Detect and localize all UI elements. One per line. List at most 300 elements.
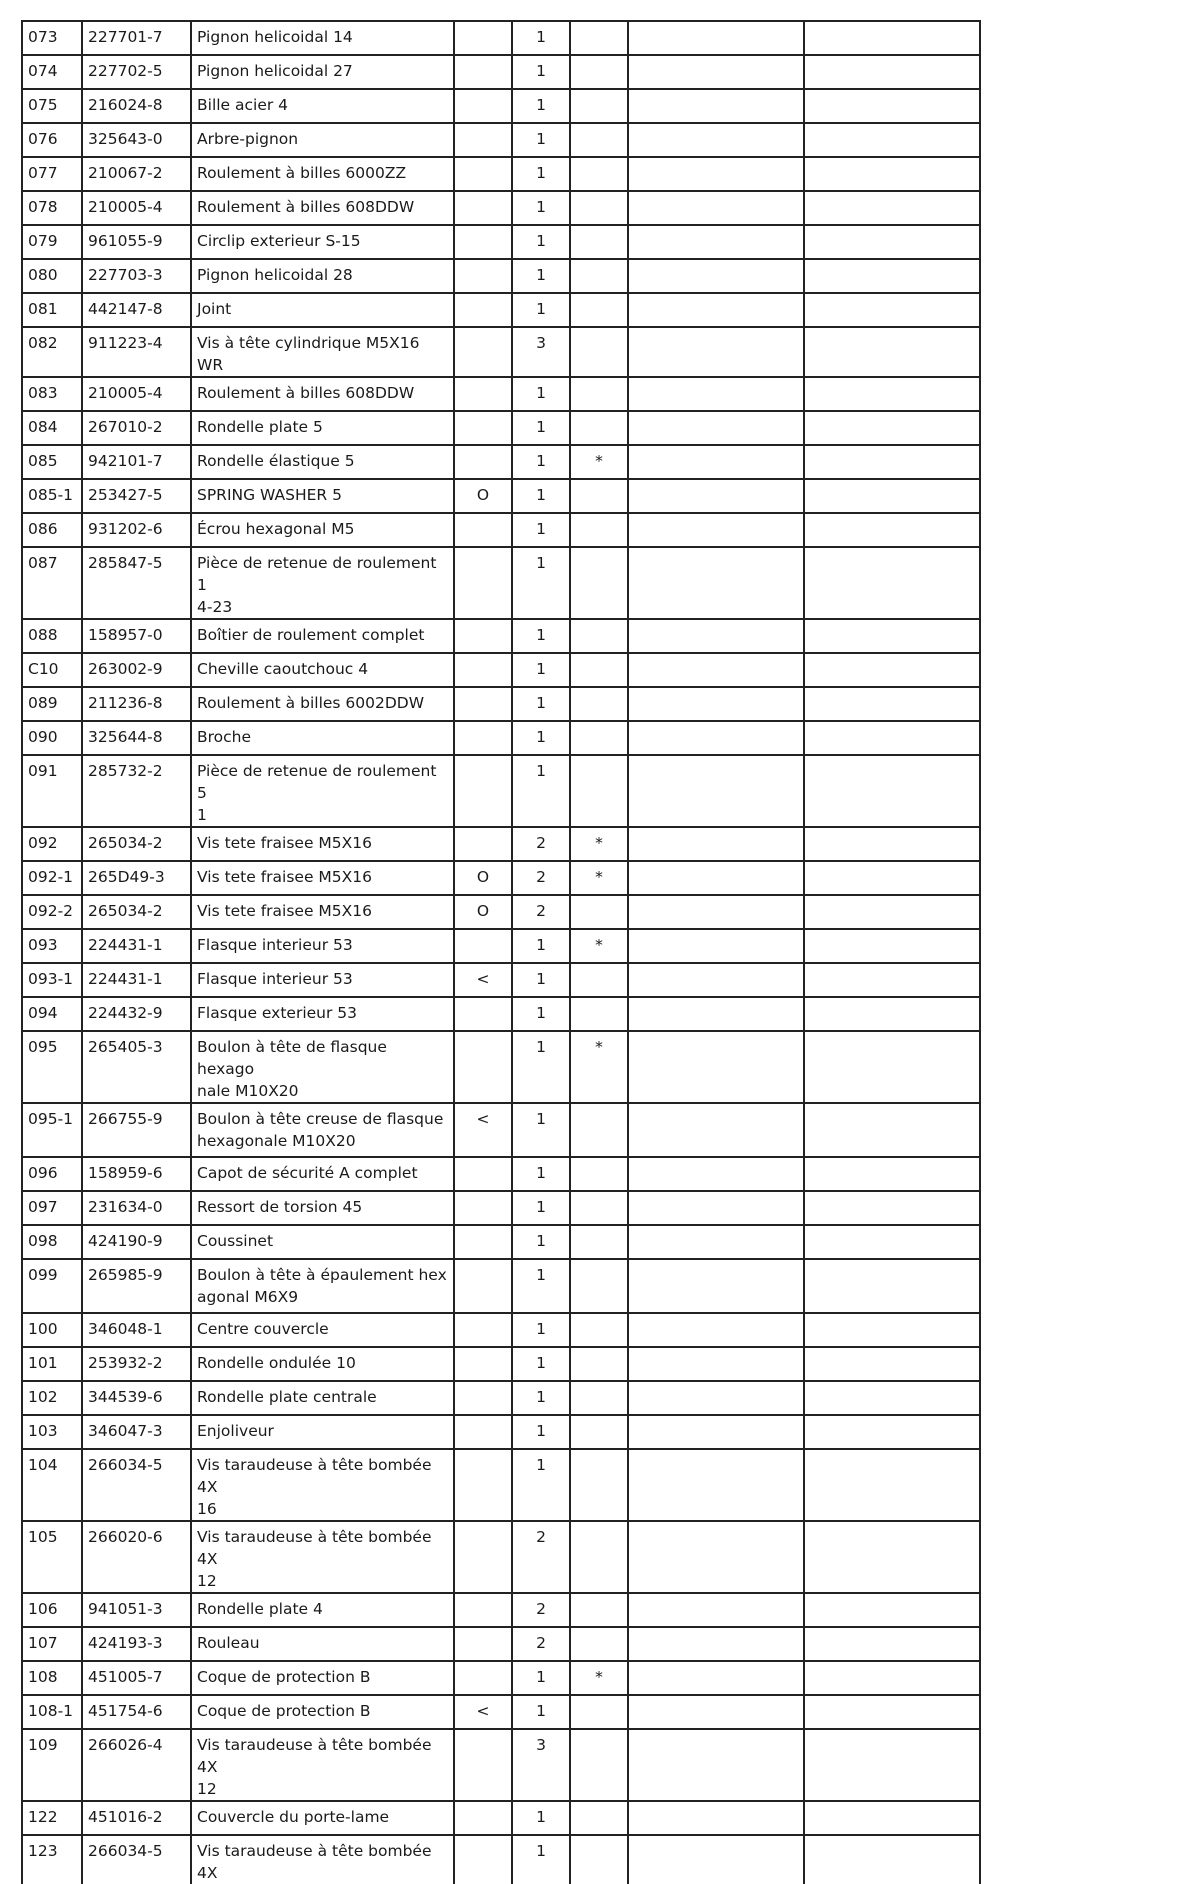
note-mark: * <box>595 868 603 886</box>
quantity-cell <box>512 1157 570 1191</box>
option-flag-cell <box>454 293 512 327</box>
item-number: 079 <box>28 232 58 250</box>
empty-cell <box>628 293 804 327</box>
option-flag-cell <box>454 721 512 755</box>
description-cell <box>191 1627 454 1661</box>
item-number: 082 <box>28 334 58 352</box>
empty-cell <box>804 1521 980 1593</box>
item-number-cell <box>22 1313 82 1347</box>
note-mark-cell <box>570 1415 628 1449</box>
part-code: 941051-3 <box>88 1600 163 1618</box>
empty-cell <box>804 1381 980 1415</box>
description: Roulement à billes 6002DDW <box>197 694 425 712</box>
part-code: 210067-2 <box>88 164 163 182</box>
note-mark-cell <box>570 1347 628 1381</box>
quantity-cell <box>512 1521 570 1593</box>
option-flag-cell <box>454 687 512 721</box>
description: Centre couvercle <box>197 1320 329 1338</box>
quantity-cell <box>512 861 570 895</box>
note-mark-cell <box>570 929 628 963</box>
part-code: 942101-7 <box>88 452 163 470</box>
quantity: 1 <box>536 130 546 148</box>
quantity: 1 <box>536 660 546 678</box>
item-number-cell <box>22 1381 82 1415</box>
description-cell <box>191 687 454 721</box>
item-number: 092-1 <box>28 868 74 886</box>
description: Rondelle plate 5 <box>197 418 323 436</box>
option-flag-cell <box>454 191 512 225</box>
description: Ressort de torsion 45 <box>197 1198 363 1216</box>
part-code: 266755-9 <box>88 1110 163 1128</box>
description-cell <box>191 21 454 55</box>
empty-cell <box>804 1801 980 1835</box>
part-code: 424193-3 <box>88 1634 163 1652</box>
part-code-cell <box>82 1593 191 1627</box>
item-number: 095 <box>28 1038 58 1056</box>
table-row <box>22 377 980 411</box>
empty-cell <box>804 479 980 513</box>
note-mark-cell <box>570 1381 628 1415</box>
option-flag: < <box>476 970 490 988</box>
quantity: 1 <box>536 694 546 712</box>
item-number: 086 <box>28 520 58 538</box>
part-code-cell <box>82 1313 191 1347</box>
empty-cell <box>804 55 980 89</box>
description-cell <box>191 827 454 861</box>
option-flag-cell <box>454 929 512 963</box>
empty-cell <box>804 861 980 895</box>
part-code: 224432-9 <box>88 1004 163 1022</box>
description: Flasque exterieur 53 <box>197 1004 358 1022</box>
parts-table <box>21 20 981 1884</box>
description-continued: 12 <box>197 1572 217 1590</box>
table-row <box>22 191 980 225</box>
description-cell <box>191 963 454 997</box>
option-flag-cell <box>454 1381 512 1415</box>
item-number-cell <box>22 377 82 411</box>
empty-cell <box>628 157 804 191</box>
option-flag-cell <box>454 1593 512 1627</box>
part-code: 265985-9 <box>88 1266 163 1284</box>
table-row <box>22 1103 980 1157</box>
empty-cell <box>804 1415 980 1449</box>
part-code: 285732-2 <box>88 762 163 780</box>
quantity: 1 <box>536 1388 546 1406</box>
item-number-cell <box>22 653 82 687</box>
table-row <box>22 997 980 1031</box>
table-row <box>22 653 980 687</box>
item-number: 109 <box>28 1736 58 1754</box>
option-flag: O <box>476 868 490 886</box>
item-number: 083 <box>28 384 58 402</box>
item-number: 078 <box>28 198 58 216</box>
part-code: 211236-8 <box>88 694 163 712</box>
empty-cell <box>628 997 804 1031</box>
description: Roulement à billes 608DDW <box>197 384 415 402</box>
table-row <box>22 1627 980 1661</box>
table-row <box>22 1347 980 1381</box>
table-row <box>22 1191 980 1225</box>
item-number-cell <box>22 1627 82 1661</box>
description: Cheville caoutchouc 4 <box>197 660 369 678</box>
empty-cell <box>628 225 804 259</box>
option-flag-cell <box>454 755 512 827</box>
item-number-cell <box>22 513 82 547</box>
table-row <box>22 1225 980 1259</box>
description: Vis taraudeuse à tête bombée 4X <box>197 1456 432 1496</box>
empty-cell <box>628 1695 804 1729</box>
quantity-cell <box>512 259 570 293</box>
option-flag-cell <box>454 445 512 479</box>
empty-cell <box>804 1347 980 1381</box>
part-code-cell <box>82 411 191 445</box>
note-mark-cell <box>570 547 628 619</box>
item-number-cell <box>22 89 82 123</box>
item-number-cell <box>22 827 82 861</box>
description-cell <box>191 895 454 929</box>
item-number: 100 <box>28 1320 58 1338</box>
empty-cell <box>804 755 980 827</box>
empty-cell <box>628 21 804 55</box>
description: SPRING WASHER 5 <box>197 486 342 504</box>
description-cell <box>191 547 454 619</box>
note-mark: * <box>595 1038 603 1056</box>
empty-cell <box>628 1801 804 1835</box>
empty-cell <box>628 1729 804 1801</box>
description-cell <box>191 653 454 687</box>
description-continued: 16 <box>197 1500 217 1518</box>
quantity: 1 <box>536 198 546 216</box>
empty-cell <box>628 1157 804 1191</box>
item-number-cell <box>22 157 82 191</box>
note-mark: * <box>595 452 603 470</box>
empty-cell <box>628 259 804 293</box>
description-cell <box>191 721 454 755</box>
description-cell <box>191 1695 454 1729</box>
empty-cell <box>804 445 980 479</box>
description-continued: 4-23 <box>197 598 233 616</box>
empty-cell <box>804 687 980 721</box>
note-mark-cell <box>570 1593 628 1627</box>
item-number: 102 <box>28 1388 58 1406</box>
part-code: 442147-8 <box>88 300 163 318</box>
description: Roulement à billes 6000ZZ <box>197 164 407 182</box>
note-mark-cell <box>570 513 628 547</box>
description-cell <box>191 1381 454 1415</box>
table-row <box>22 411 980 445</box>
description-cell <box>191 377 454 411</box>
item-number-cell <box>22 1661 82 1695</box>
option-flag-cell <box>454 1191 512 1225</box>
part-code-cell <box>82 1835 191 1884</box>
description: Rondelle plate 4 <box>197 1600 323 1618</box>
item-number-cell <box>22 479 82 513</box>
quantity-cell <box>512 963 570 997</box>
quantity-cell <box>512 547 570 619</box>
table-row <box>22 1031 980 1103</box>
quantity-cell <box>512 895 570 929</box>
part-code-cell <box>82 721 191 755</box>
item-number-cell <box>22 1449 82 1521</box>
description-cell <box>191 1259 454 1313</box>
empty-cell <box>628 1449 804 1521</box>
quantity: 2 <box>536 1528 546 1546</box>
empty-cell <box>628 861 804 895</box>
option-flag-cell <box>454 377 512 411</box>
empty-cell <box>628 1103 804 1157</box>
empty-cell <box>628 895 804 929</box>
quantity: 1 <box>536 1038 546 1056</box>
part-code: 231634-0 <box>88 1198 163 1216</box>
option-flag-cell <box>454 1661 512 1695</box>
quantity: 1 <box>536 626 546 644</box>
description-cell <box>191 1313 454 1347</box>
quantity: 1 <box>536 1808 546 1826</box>
item-number: 089 <box>28 694 58 712</box>
empty-cell <box>804 411 980 445</box>
part-code: 266034-5 <box>88 1456 163 1474</box>
part-code: 931202-6 <box>88 520 163 538</box>
item-number-cell <box>22 1801 82 1835</box>
part-code-cell <box>82 479 191 513</box>
option-flag: O <box>476 486 490 504</box>
item-number: 092-2 <box>28 902 74 920</box>
note-mark-cell <box>570 827 628 861</box>
table-row <box>22 445 980 479</box>
item-number: 096 <box>28 1164 58 1182</box>
table-row <box>22 293 980 327</box>
description-cell <box>191 327 454 377</box>
part-code-cell <box>82 827 191 861</box>
quantity: 2 <box>536 834 546 852</box>
part-code: 451005-7 <box>88 1668 163 1686</box>
part-code: 216024-8 <box>88 96 163 114</box>
item-number: 105 <box>28 1528 58 1546</box>
item-number-cell <box>22 861 82 895</box>
table-row <box>22 1259 980 1313</box>
description: Vis taraudeuse à tête bombée 4X <box>197 1528 432 1568</box>
item-number: 084 <box>28 418 58 436</box>
description: Pièce de retenue de roulement 1 <box>197 554 437 594</box>
description: Joint <box>197 300 232 318</box>
part-code: 285847-5 <box>88 554 163 572</box>
part-code-cell <box>82 1347 191 1381</box>
table-row <box>22 1661 980 1695</box>
option-flag-cell <box>454 327 512 377</box>
quantity: 1 <box>536 1842 546 1860</box>
parts-table-body <box>22 21 980 1884</box>
empty-cell <box>628 377 804 411</box>
part-code-cell <box>82 547 191 619</box>
description-cell <box>191 929 454 963</box>
quantity: 1 <box>536 520 546 538</box>
item-number: 085-1 <box>28 486 74 504</box>
part-code: 253427-5 <box>88 486 163 504</box>
quantity-cell <box>512 1103 570 1157</box>
option-flag-cell <box>454 479 512 513</box>
description: Boulon à tête de flasque hexago <box>197 1038 387 1078</box>
quantity: 2 <box>536 1634 546 1652</box>
quantity-cell <box>512 1661 570 1695</box>
quantity: 1 <box>536 62 546 80</box>
empty-cell <box>628 1191 804 1225</box>
quantity-cell <box>512 619 570 653</box>
quantity-cell <box>512 1225 570 1259</box>
table-row <box>22 1381 980 1415</box>
note-mark-cell <box>570 411 628 445</box>
table-row <box>22 479 980 513</box>
table-row <box>22 547 980 619</box>
item-number: 092 <box>28 834 58 852</box>
description-cell <box>191 1449 454 1521</box>
table-row <box>22 259 980 293</box>
quantity-cell <box>512 1347 570 1381</box>
empty-cell <box>804 1835 980 1884</box>
empty-cell <box>628 755 804 827</box>
part-code: 325643-0 <box>88 130 163 148</box>
quantity: 1 <box>536 762 546 780</box>
part-code-cell <box>82 1415 191 1449</box>
item-number: 108-1 <box>28 1702 74 1720</box>
empty-cell <box>804 1627 980 1661</box>
table-row <box>22 21 980 55</box>
empty-cell <box>804 1259 980 1313</box>
note-mark-cell <box>570 1225 628 1259</box>
item-number: 101 <box>28 1354 58 1372</box>
empty-cell <box>628 1259 804 1313</box>
note-mark-cell <box>570 479 628 513</box>
item-number-cell <box>22 1225 82 1259</box>
part-code-cell <box>82 191 191 225</box>
item-number: 087 <box>28 554 58 572</box>
part-code-cell <box>82 997 191 1031</box>
quantity: 1 <box>536 164 546 182</box>
item-number-cell <box>22 619 82 653</box>
part-code: 265034-2 <box>88 902 163 920</box>
empty-cell <box>628 327 804 377</box>
part-code: 224431-1 <box>88 970 163 988</box>
option-flag: < <box>476 1702 490 1720</box>
empty-cell <box>628 1627 804 1661</box>
option-flag: < <box>476 1110 490 1128</box>
description: Vis à tête cylindrique M5X16 WR <box>197 334 420 374</box>
empty-cell <box>628 513 804 547</box>
quantity-cell <box>512 1191 570 1225</box>
part-code: 267010-2 <box>88 418 163 436</box>
description-continued: 1 <box>197 806 207 824</box>
note-mark-cell <box>570 1259 628 1313</box>
empty-cell <box>804 1157 980 1191</box>
option-flag-cell <box>454 1449 512 1521</box>
empty-cell <box>628 411 804 445</box>
description-continued: hexagonale M10X20 <box>197 1132 356 1150</box>
item-number: 073 <box>28 28 58 46</box>
description-cell <box>191 1347 454 1381</box>
note-mark-cell <box>570 21 628 55</box>
quantity-cell <box>512 225 570 259</box>
empty-cell <box>804 1225 980 1259</box>
description-cell <box>191 191 454 225</box>
description: Enjoliveur <box>197 1422 274 1440</box>
item-number: 085 <box>28 452 58 470</box>
quantity: 1 <box>536 96 546 114</box>
description: Pignon helicoidal 27 <box>197 62 353 80</box>
note-mark: * <box>595 834 603 852</box>
description: Capot de sécurité A complet <box>197 1164 418 1182</box>
part-code-cell <box>82 619 191 653</box>
description: Pignon helicoidal 28 <box>197 266 353 284</box>
description: Vis taraudeuse à tête bombée 4X <box>197 1842 432 1882</box>
description: Vis tete fraisee M5X16 <box>197 902 373 920</box>
table-row <box>22 1415 980 1449</box>
empty-cell <box>804 21 980 55</box>
option-flag-cell <box>454 259 512 293</box>
note-mark-cell <box>570 895 628 929</box>
description: Bille acier 4 <box>197 96 289 114</box>
part-code-cell <box>82 157 191 191</box>
quantity-cell <box>512 191 570 225</box>
option-flag-cell <box>454 89 512 123</box>
quantity-cell <box>512 411 570 445</box>
item-number-cell <box>22 1729 82 1801</box>
part-code-cell <box>82 1103 191 1157</box>
empty-cell <box>804 259 980 293</box>
part-code: 224431-1 <box>88 936 163 954</box>
item-number-cell <box>22 1593 82 1627</box>
note-mark-cell <box>570 1627 628 1661</box>
note-mark-cell <box>570 755 628 827</box>
table-row <box>22 895 980 929</box>
note-mark-cell <box>570 687 628 721</box>
part-code: 265034-2 <box>88 834 163 852</box>
empty-cell <box>628 479 804 513</box>
description-cell <box>191 755 454 827</box>
quantity: 1 <box>536 1266 546 1284</box>
note-mark-cell <box>570 1313 628 1347</box>
part-code: 911223-4 <box>88 334 163 352</box>
part-code-cell <box>82 55 191 89</box>
item-number-cell <box>22 721 82 755</box>
quantity-cell <box>512 1695 570 1729</box>
description-cell <box>191 89 454 123</box>
part-code-cell <box>82 123 191 157</box>
note-mark-cell <box>570 327 628 377</box>
empty-cell <box>804 327 980 377</box>
description-cell <box>191 479 454 513</box>
table-row <box>22 827 980 861</box>
option-flag-cell <box>454 653 512 687</box>
option-flag-cell <box>454 1031 512 1103</box>
note-mark-cell <box>570 89 628 123</box>
item-number: 090 <box>28 728 58 746</box>
item-number-cell <box>22 1695 82 1729</box>
quantity-cell <box>512 1449 570 1521</box>
item-number-cell <box>22 1259 82 1313</box>
empty-cell <box>628 1835 804 1884</box>
item-number-cell <box>22 191 82 225</box>
empty-cell <box>804 895 980 929</box>
empty-cell <box>628 963 804 997</box>
item-number: 093-1 <box>28 970 74 988</box>
quantity-cell <box>512 1313 570 1347</box>
table-row <box>22 1593 980 1627</box>
empty-cell <box>628 123 804 157</box>
empty-cell <box>804 1729 980 1801</box>
empty-cell <box>628 1225 804 1259</box>
quantity-cell <box>512 1835 570 1884</box>
description: Arbre-pignon <box>197 130 299 148</box>
description-cell <box>191 1729 454 1801</box>
